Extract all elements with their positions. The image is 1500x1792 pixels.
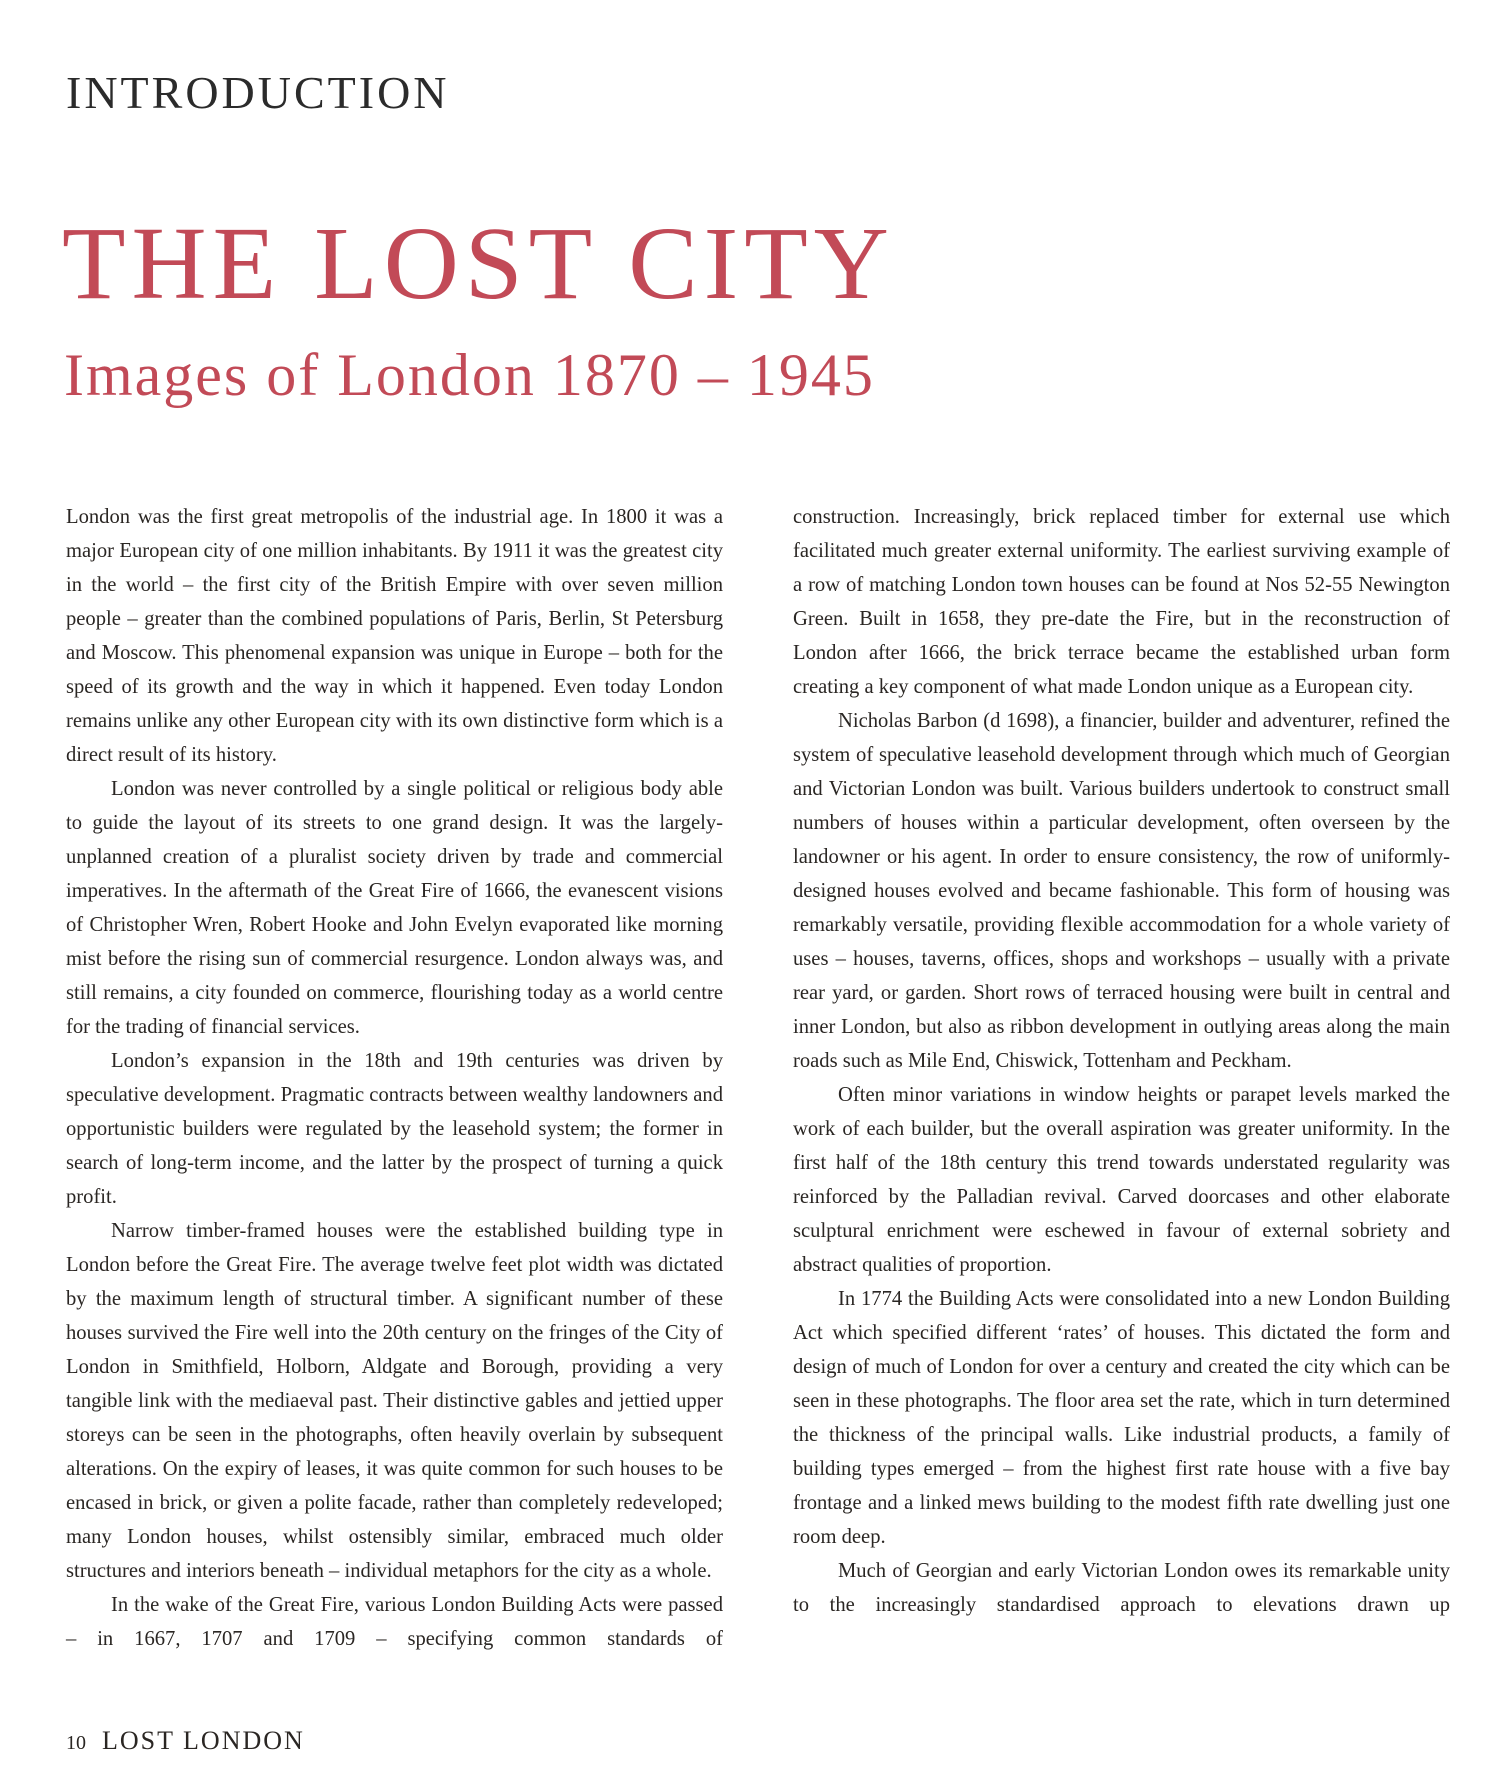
paragraph: London’s expansion in the 18th and 19th centuries was driven by speculative development. Pragmatic contracts between wealthy landowners and opportunistic builders were regulated by the leasehold system; the former in search of long-term income, and the latter by the prospect of turning a quick profit.	[66, 1050, 723, 1208]
paragraph: In 1774 the Building Acts were consolidated into a new London Building Act which specified different ‘rates’ of houses. This dictated the form and design of much of London for over a century and created the city which can be seen in these photographs. The floor area set the rate, which in turn determined the thickness of the principal walls. Like industrial products, a family of building types emerged – from the highest first rate house with a five bay frontage and a linked mews building to the modest fifth rate dwelling just one room deep.	[793, 1288, 1450, 1548]
page-footer	[66, 1728, 305, 1754]
paragraph: Often minor variations in window heights or parapet levels marked the work of each builder, but the overall aspiration was greater uniformity. In the first half of the 18th century this trend towards understated regularity was reinforced by the Palladian revival. Carved doorcases and other elaborate sculptural enrichment were eschewed in favour of external sobriety and abstract qualities of proportion.	[793, 1084, 1450, 1276]
paragraph: Much of Georgian and early Victorian London owes its remarkable unity to the increasingly standardised approach to elevations drawn up	[793, 1560, 1450, 1616]
paragraph: Nicholas Barbon (d 1698), a financier, builder and adventurer, refined the system of speculative leasehold development through which much of Georgian and Victorian London was built. Various builders undertook to construct small numbers of houses within a particular development, often overseen by the landowner or his agent. In order to ensure consistency, the row of uniformly-designed houses evolved and became fashionable. This form of housing was remarkably versatile, providing flexible accommodation for a whole variety of uses – houses, taverns, offices, shops and workshops – usually with a private rear yard, or garden. Short rows of terraced housing were built in central and inner London, but also as ribbon development in outlying areas along the main roads such as Mile End, Chiswick, Tottenham and Peckham.	[793, 710, 1450, 1072]
section-label: INTRODUCTION	[66, 67, 450, 118]
paragraph: construction. Increasingly, brick replaced timber for external use which facilitated much greater external uniformity. The earliest surviving example of a row of matching London town houses can be found at Nos 52-55 Newington Green. Built in 1658, they pre-date the Fire, but in the reconstruction of London after 1666, the brick terrace became the established urban form creating a key component of what made London unique as a European city.	[793, 506, 1450, 698]
paragraph: Narrow timber-framed houses were the established building type in London before the Great Fire. The average twelve feet plot width was dictated by the maximum length of structural timber. A significant number of these houses survived the Fire well into the 20th century on the fringes of the City of London in Smithfield, Holborn, Aldgate and Borough, providing a very tangible link with the mediaeval past. Their distinctive gables and jettied upper storeys can be seen in the photographs, often heavily overlain by subsequent alterations. On the expiry of leases, it was quite common for such houses to be encased in brick, or given a polite facade, rather than completely redeveloped; many London houses, whilst ostensibly similar, embraced much older structures and interiors beneath – individual metaphors for the city as a whole.	[66, 1220, 723, 1582]
paragraph: London was never controlled by a single political or religious body able to guide the layout of its streets to one grand design. It was the largely-unplanned creation of a pluralist society driven by trade and commercial imperatives. In the aftermath of the Great Fire of 1666, the evanescent visions of Christopher Wren, Robert Hooke and John Evelyn evaporated like morning mist before the rising sun of commercial resurgence. London always was, and still remains, a city founded on commerce, flourishing today as a world centre for the trading of financial services.	[66, 778, 723, 1038]
page-subtitle: Images of London 1870 – 1945	[64, 342, 875, 408]
page-title: THE LOST CITY	[62, 206, 895, 321]
paragraph: London was the first great metropolis of the industrial age. In 1800 it was a major European city of one million inhabitants. By 1911 it was the greatest city in the world – the first city of the British Empire with over seven million people – greater than the combined populations of Paris, Berlin, St Petersburg and Moscow. This phenomenal expansion was unique in Europe – both for the speed of its growth and the way in which it happened. Even today London remains unlike any other European city with its own distinctive form which is a direct result of its history.	[66, 506, 723, 766]
paragraph: In the wake of the Great Fire, various London Building Acts were passed – in 1667, 1707 and 1709 – specifying common standards of	[66, 1594, 723, 1650]
right-column	[793, 500, 1450, 1622]
left-column	[66, 500, 723, 1656]
running-title: LOST LONDON	[102, 1726, 305, 1755]
page-number: 10	[66, 1732, 86, 1754]
